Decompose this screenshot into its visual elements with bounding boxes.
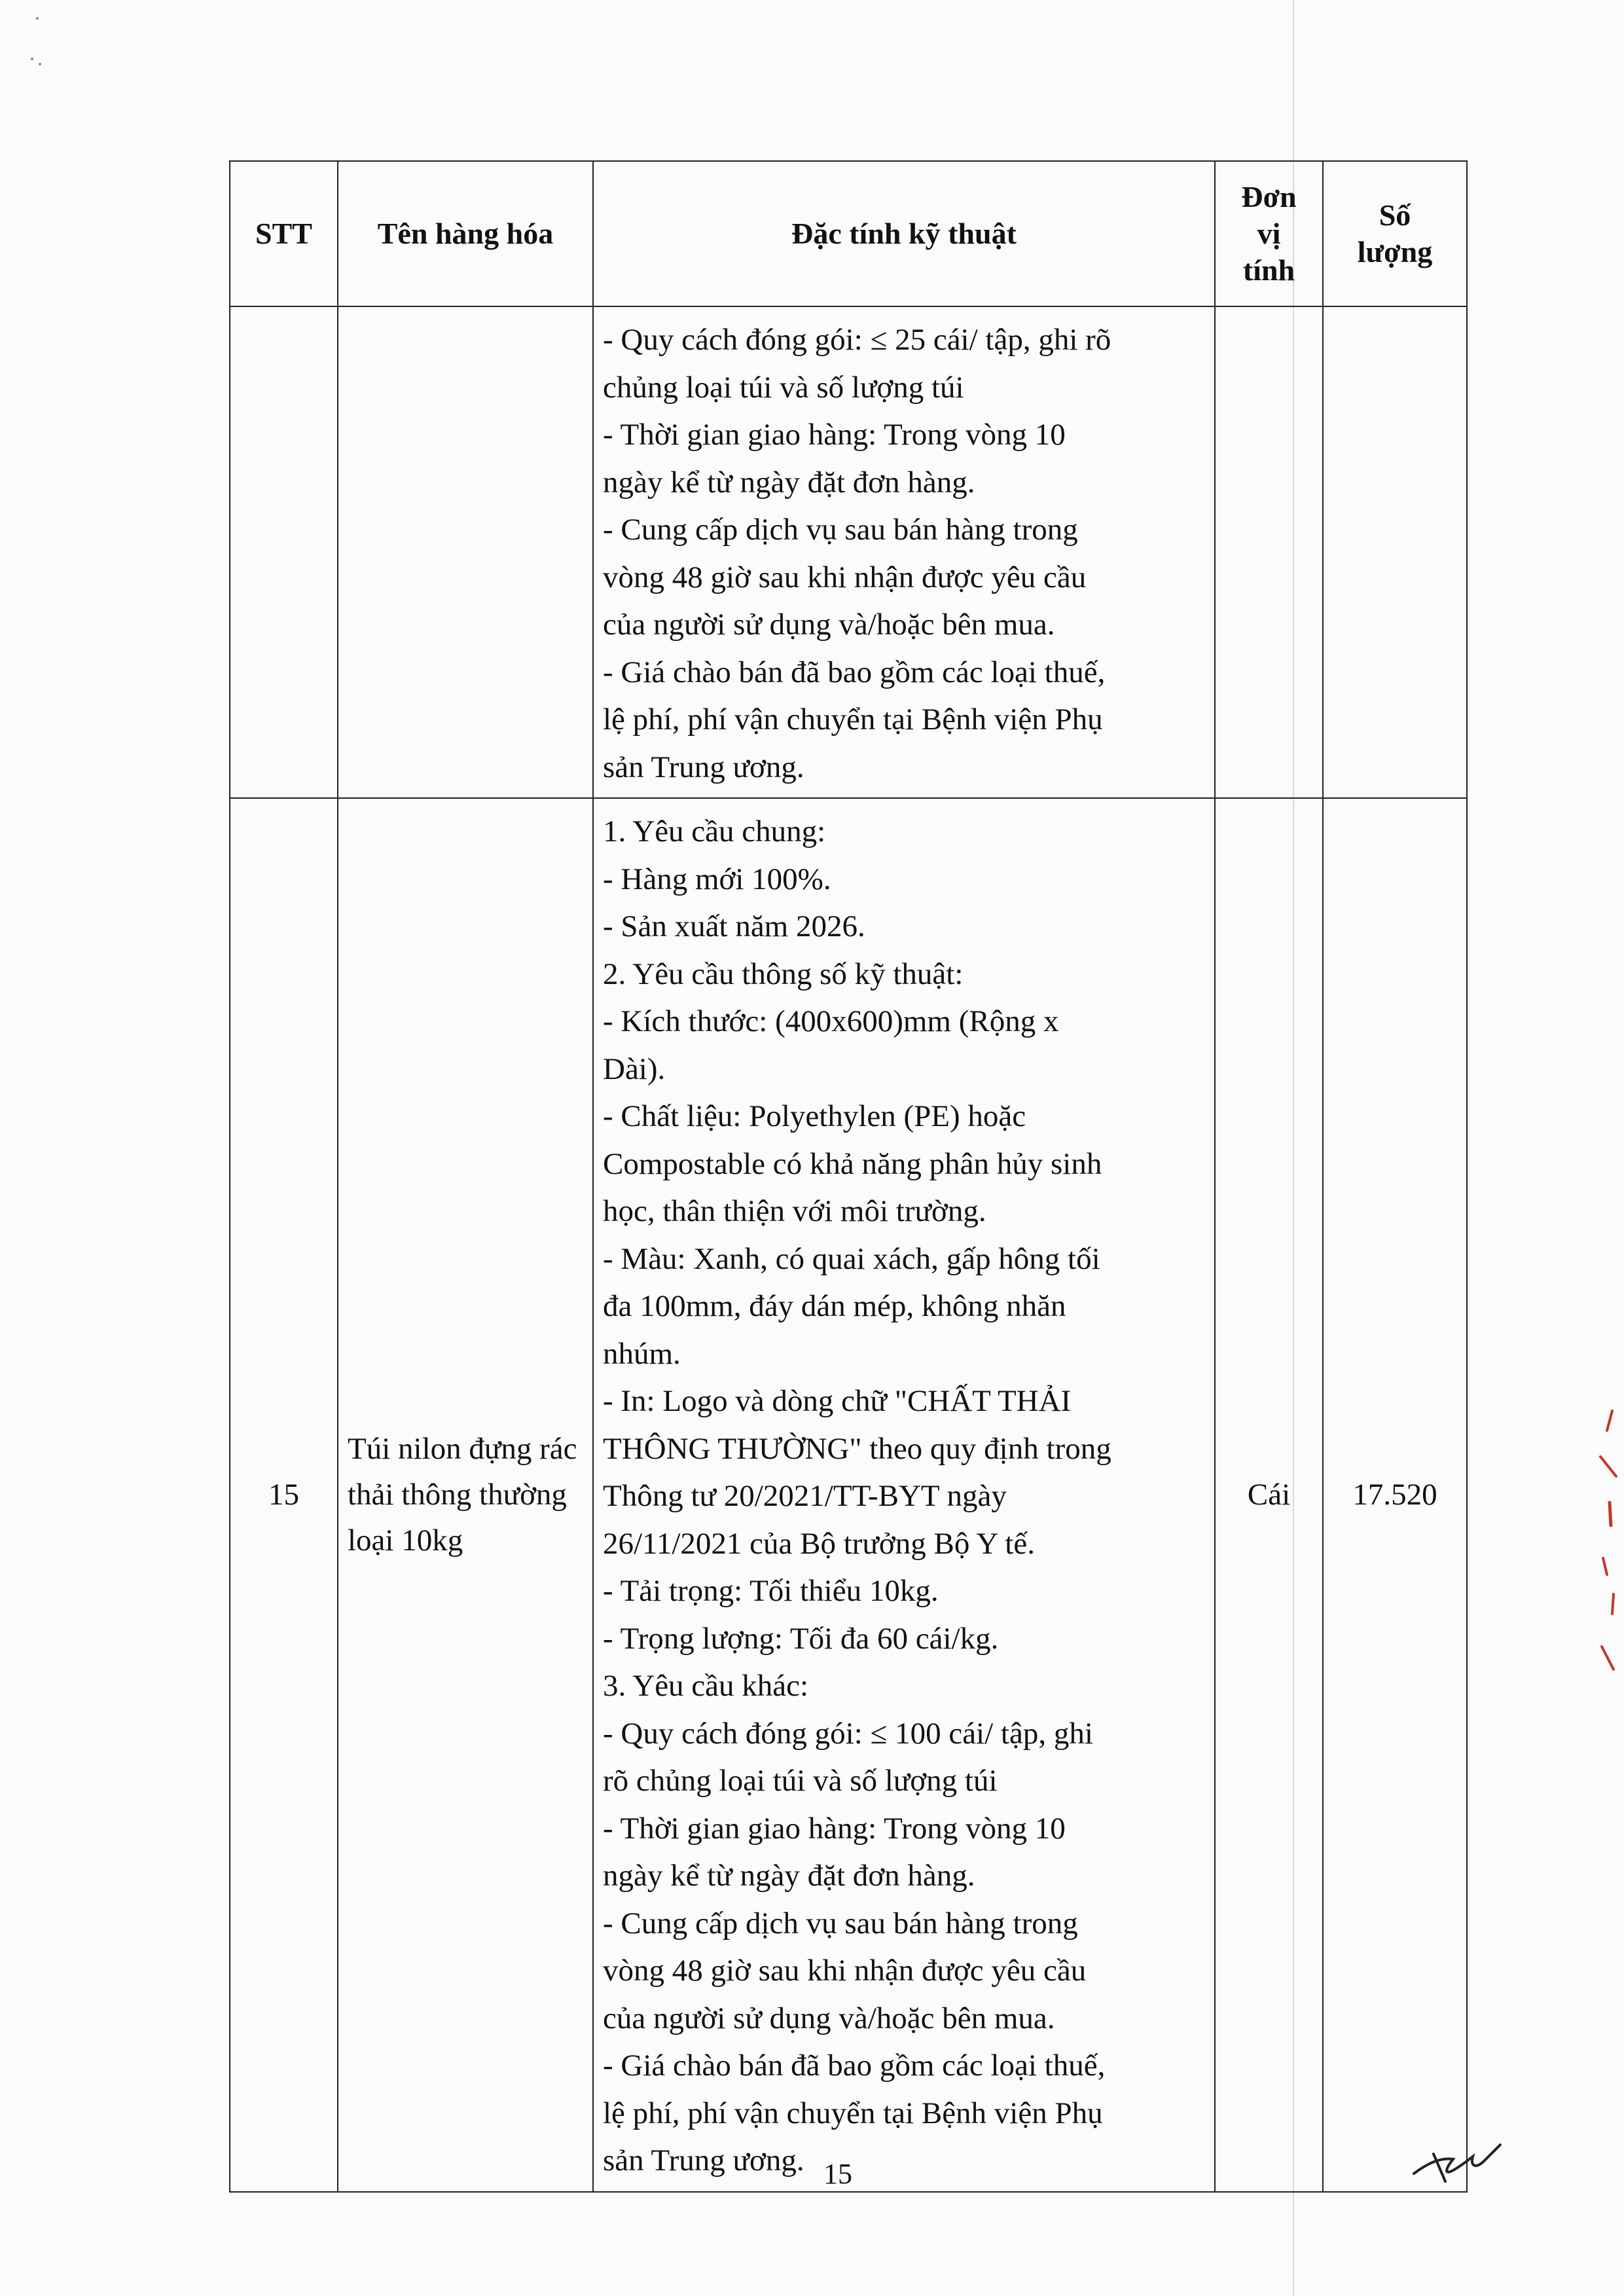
spec-line: rõ chủng loại túi và số lượng túi <box>603 1764 998 1798</box>
cell-unit: Cái <box>1215 798 1323 2192</box>
header-unit-line: tính <box>1242 253 1295 287</box>
specification-table <box>229 160 1468 2193</box>
spec-line: - Chất liệu: Polyethylen (PE) hoặc <box>603 1099 1026 1133</box>
spec-line: vòng 48 giờ sau khi nhận được yêu cầu <box>603 560 1087 594</box>
spec-line: sản Trung ương. <box>603 750 804 784</box>
header-unit-line: vị <box>1257 217 1281 250</box>
spec-line: - Cung cấp dịch vụ sau bán hàng trong <box>603 1906 1078 1941</box>
header-item-name: Tên hàng hóa <box>338 161 593 306</box>
spec-line: chủng loại túi và số lượng túi <box>603 370 964 405</box>
spec-line: - Kích thước: (400x600)mm (Rộng x <box>603 1004 1059 1038</box>
cell-item-name <box>338 306 593 798</box>
spec-line: - In: Logo và dòng chữ "CHẤT THẢI <box>603 1384 1072 1418</box>
spec-line: lệ phí, phí vận chuyển tại Bệnh viện Phụ <box>603 702 1103 737</box>
spec-line: - Thời gian giao hàng: Trong vòng 10 <box>603 1811 1066 1846</box>
spec-line: của người sử dụng và/hoặc bên mua. <box>603 608 1055 642</box>
header-stt: STT <box>230 161 338 306</box>
spec-line: học, thân thiện với môi trường. <box>603 1194 986 1228</box>
spec-line: - Cung cấp dịch vụ sau bán hàng trong <box>603 513 1078 547</box>
header-technical-spec: Đặc tính kỹ thuật <box>593 161 1215 306</box>
cell-item-name: Túi nilon đựng rác thải thông thường loại 10kg <box>338 798 593 2192</box>
red-seal-edge-mark <box>1594 1404 1620 1679</box>
header-quantity-line: lượng <box>1357 235 1433 268</box>
spec-line: của người sử dụng và/hoặc bên mua. <box>603 2001 1055 2035</box>
table-header-row <box>230 161 1467 306</box>
spec-line: - Quy cách đóng gói: ≤ 100 cái/ tập, ghi <box>603 1716 1093 1751</box>
spec-line: vòng 48 giờ sau khi nhận được yêu cầu <box>603 1954 1087 1988</box>
spec-line: Compostable có khả năng phân hủy sinh <box>603 1146 1102 1181</box>
page-number: 15 <box>823 2158 852 2190</box>
spec-line: - Màu: Xanh, có quai xách, gấp hông tối <box>603 1241 1100 1276</box>
spec-line: 26/11/2021 của Bộ trưởng Bộ Y tế. <box>603 1526 1035 1561</box>
spec-line: đa 100mm, đáy dán mép, không nhăn <box>603 1289 1066 1323</box>
spec-line: nhúm. <box>603 1336 681 1371</box>
spec-line: 3. Yêu cầu khác: <box>603 1669 809 1703</box>
cell-quantity: 17.520 <box>1323 798 1467 2192</box>
cell-quantity <box>1323 306 1467 798</box>
spec-line: THÔNG THƯỜNG" theo quy định trong <box>603 1431 1111 1466</box>
header-quantity-line: Số <box>1379 198 1411 232</box>
spec-line: Thông tư 20/2021/TT-BYT ngày <box>603 1479 1007 1513</box>
header-quantity <box>1323 161 1467 306</box>
spec-line: ngày kể từ ngày đặt đơn hàng. <box>603 465 975 500</box>
handwritten-initials-signature <box>1407 2128 1506 2187</box>
cell-stt <box>230 306 338 798</box>
spec-line: - Giá chào bán đã bao gồm các loại thuế, <box>603 655 1106 689</box>
table-row <box>230 306 1467 798</box>
spec-line: - Hàng mới 100%. <box>603 862 831 896</box>
spec-line: Dài). <box>603 1051 666 1086</box>
table-row <box>230 798 1467 2192</box>
cell-stt: 15 <box>230 798 338 2192</box>
spec-line: 1. Yêu cầu chung: <box>603 814 826 848</box>
scan-speck-mark <box>29 13 56 72</box>
cell-technical-spec <box>593 798 1215 2192</box>
spec-line: 2. Yêu cầu thông số kỹ thuật: <box>603 957 964 991</box>
header-unit <box>1215 161 1323 306</box>
spec-line: - Giá chào bán đã bao gồm các loại thuế, <box>603 2049 1106 2083</box>
cell-unit <box>1215 306 1323 798</box>
spec-line: - Tải trọng: Tối thiểu 10kg. <box>603 1574 939 1608</box>
spec-line: - Sản xuất năm 2026. <box>603 909 865 943</box>
spec-line: ngày kể từ ngày đặt đơn hàng. <box>603 1859 975 1893</box>
spec-line: lệ phí, phí vận chuyển tại Bệnh viện Phụ <box>603 2096 1103 2130</box>
spec-line: sản Trung ương. <box>603 2143 804 2178</box>
spec-line: - Quy cách đóng gói: ≤ 25 cái/ tập, ghi rõ <box>603 323 1111 357</box>
spec-line: - Thời gian giao hàng: Trong vòng 10 <box>603 418 1066 452</box>
header-unit-line: Đơn <box>1241 180 1297 213</box>
spec-line: - Trọng lượng: Tối đa 60 cái/kg. <box>603 1621 999 1656</box>
cell-technical-spec <box>593 306 1215 798</box>
